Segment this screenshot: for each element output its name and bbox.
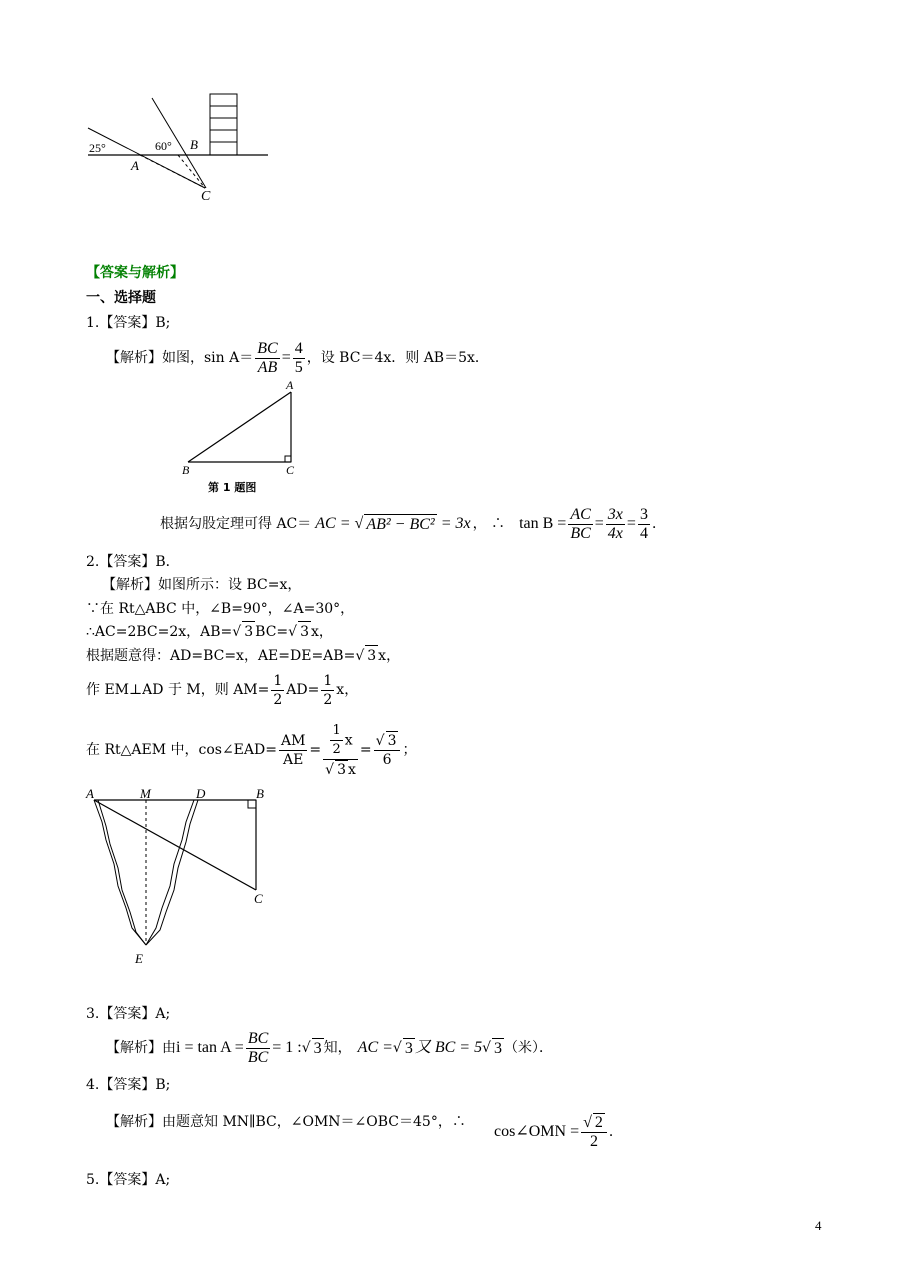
q1-end: ． [651, 516, 666, 532]
q1-analysis-suffix: ，设 BC＝4x．则 AB＝5x． [306, 350, 489, 366]
q1-frac-3x-4x: $\frac{3x}{4x}$ [607, 505, 623, 542]
q3-answer: 3.【答案】A; [86, 1006, 171, 1022]
figure-q2 [80, 782, 280, 972]
label-c: C [201, 189, 211, 204]
label-a: A [131, 158, 139, 173]
q1-pyth-lhs: AC = [315, 515, 351, 532]
q5-answer: 5.【答案】A; [86, 1172, 171, 1188]
q1-tan-lhs: tan B = [519, 515, 567, 532]
q3-analysis: 【解析】由 i = tan A = $\frac{BC}{BC}$ = 1 : √ 3 知， AC = √ 3 又 BC = 5 √ 3 （米）． [106, 1029, 554, 1066]
label-angle-60: 60° [155, 139, 172, 153]
q2-label-b: B [256, 786, 264, 801]
q2-label-c: C [254, 891, 263, 906]
q4-analysis: 【解析】由题意知 MN∥BC，∠OMN＝∠OBC＝45°，∴ [106, 1114, 466, 1130]
q1-eq2: = [594, 515, 604, 532]
q1-analysis-prefix: 【解析】如图，sin A＝ [106, 350, 254, 366]
q1-eq: = [281, 349, 291, 366]
label-angle-25: 25° [89, 141, 106, 155]
q1-frac-ac-bc: $\frac{AC}{BC}$ [570, 505, 591, 542]
building [210, 94, 237, 155]
page-number: 4 [815, 1218, 822, 1233]
q2-answer: 2.【答案】B． [86, 554, 180, 570]
q4-answer: 4.【答案】B; [86, 1077, 171, 1093]
q1-analysis [106, 336, 489, 380]
section-title: 【答案与解析】 [86, 265, 184, 281]
q4-cos: cos∠OMN = $\frac{√ 2}{2}$ ． [494, 1114, 623, 1150]
q1-pyth-radicand: AB² − BC² [366, 515, 435, 533]
q2-label-e: E [135, 951, 143, 966]
q2-line3: ∴AC=2BC=2x，AB=√ 3 BC=√ 3 x， [86, 621, 333, 642]
q2-label-a: A [86, 786, 94, 801]
q2-line5: 作 EM⊥AD 于 M，则 AM= $\frac{1}{2}$ AD= $\frac{1}{2}$ x， [86, 672, 359, 708]
dashed-bc [178, 155, 205, 188]
q1-sqrt-sign: √ [354, 515, 364, 532]
q1-label-b: B [182, 463, 190, 477]
q1-caption: 第 1 题图 [208, 481, 257, 494]
q1-label-c: C [286, 463, 295, 477]
q1-answer: 1.【答案】B; [86, 315, 171, 331]
figure-angles-of-depression [80, 88, 280, 208]
q2-label-d: D [196, 786, 206, 801]
q2-line6: 在 Rt△AEM 中，cos∠EAD= $\frac{AM}{AE}$ = $\frac{1}{2}$ x √ 3 x = $\frac{√ 3}{6}$ ； [86, 722, 417, 778]
q1-pythagoras [160, 502, 666, 546]
q1-therefore: ， ∴ [472, 516, 506, 532]
q2-line2: ∵在 Rt△ABC 中，∠B=90°，∠A=30°， [86, 601, 355, 617]
q1-fraction-bc-ab: $\frac{BC}{AB}$ [257, 339, 278, 376]
label-b: B [190, 137, 198, 152]
q2-line4: 根据题意得：AD=BC=x，AE=DE=AB=√ 3 x， [86, 645, 400, 666]
q1-frac-3-4: $\frac{3}{4}$ [639, 505, 648, 542]
q1-fraction-4-5: $\frac{4}{5}$ [294, 339, 303, 376]
q2-line1: 【解析】如图所示：设 BC=x， [102, 577, 302, 593]
figure-q1-triangle [178, 378, 308, 498]
q1-pyth-rhs: = 3x [440, 515, 471, 532]
part-title: 一、选择题 [86, 290, 156, 306]
q1-pyth-prefix: 根据勾股定理可得 AC＝ [160, 516, 312, 532]
q1-eq3: = [626, 515, 636, 532]
q2-label-m: M [140, 786, 151, 801]
q1-label-a: A [286, 378, 294, 392]
